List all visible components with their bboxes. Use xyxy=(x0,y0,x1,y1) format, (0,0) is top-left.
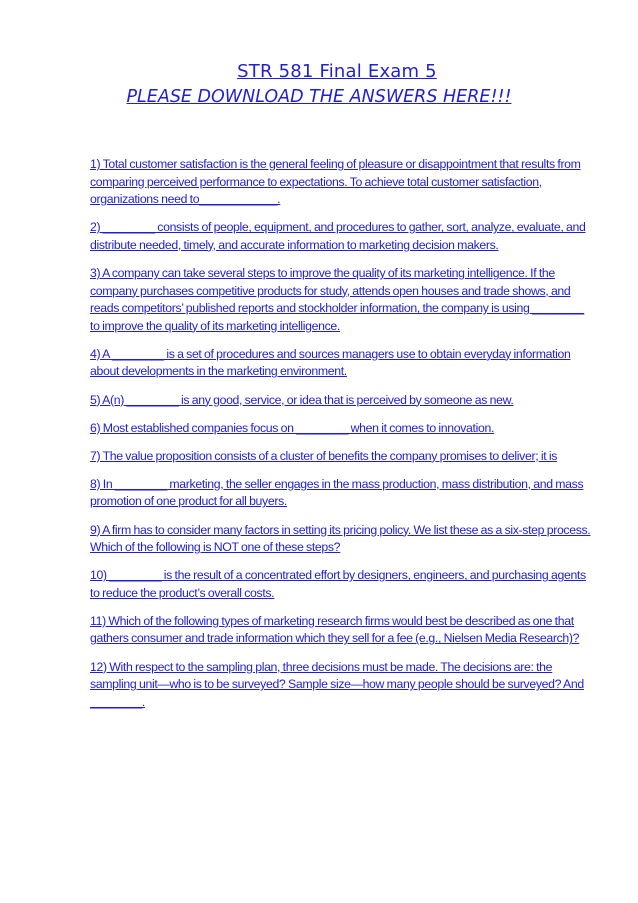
question-7[interactable] xyxy=(90,448,595,466)
question-10-link[interactable]: 10) ________ is the result of a concentrated effort by designers, engineers, and purchasing agents to reduce the product’s overall costs. xyxy=(90,568,586,600)
question-7-link[interactable]: 7) The value proposition consists of a cluster of benefits the company promises to deliver; it is xyxy=(90,448,558,463)
download-answers-link[interactable]: PLEASE DOWNLOAD THE ANSWERS HERE!!! xyxy=(126,87,512,107)
question-4-link[interactable]: 4) A ________ is a set of procedures and sources managers use to obtain everyday information about developments in the marketing environment. xyxy=(90,346,571,379)
question-8-link[interactable]: 8) In ________ marketing, the seller engages in the mass production, mass distribution, and mass promotion of one product for all buyers. xyxy=(90,476,584,509)
title-block xyxy=(0,60,638,110)
question-list xyxy=(90,156,595,722)
question-3[interactable] xyxy=(90,265,595,335)
question-9[interactable] xyxy=(90,522,595,557)
question-11[interactable] xyxy=(90,613,595,648)
question-2[interactable] xyxy=(90,219,595,254)
question-8[interactable] xyxy=(90,476,595,511)
question-11-link[interactable]: 11) Which of the following types of marketing research firms would best be described as one that gathers consumer and trade information which they sell for a fee (e.g., Nielsen Media Research)? xyxy=(90,613,580,646)
question-12-link[interactable]: 12) With respect to the sampling plan, three decisions must be made. The decisions are: the sampling unit—who is to be surveyed? Sample size—how many people should be surveyed? And ________. xyxy=(90,659,584,709)
question-10[interactable] xyxy=(90,567,595,602)
question-9-link[interactable]: 9) A firm has to consider many factors in setting its pricing policy. We list these as a six-step process. Which of the following is NOT one of these steps? xyxy=(90,522,591,555)
exam-title-link[interactable]: STR 581 Final Exam 5 xyxy=(237,61,437,82)
question-6-link[interactable]: 6) Most established companies focus on ________ when it comes to innovation. xyxy=(90,420,495,435)
question-5[interactable] xyxy=(90,392,595,410)
question-2-link[interactable]: 2) ________ consists of people, equipment, and procedures to gather, sort, analyze, evaluate, and distribute needed, timely, and accurate information to marketing decision makers. xyxy=(90,220,586,252)
question-5-link[interactable]: 5) A(n) ________ is any good, service, or idea that is perceived by someone as new. xyxy=(90,392,514,407)
question-1-link[interactable]: 1) Total customer satisfaction is the general feeling of pleasure or disappointment that results from comparing perceived performance to expectations. To achieve total customer satisfaction, organizations need to____________. xyxy=(90,157,581,207)
question-3-link[interactable]: 3) A company can take several steps to improve the quality of its marketing intelligence. If the company purchases competitive products for study, attends open houses and trade shows, and reads competitors’ published reports and stockholder information, the company is using ________ to improve the quality of its marketing intelligence. xyxy=(90,265,584,333)
question-1[interactable] xyxy=(90,156,595,209)
question-4[interactable] xyxy=(90,346,595,381)
question-12[interactable] xyxy=(90,659,595,712)
question-6[interactable] xyxy=(90,420,595,438)
